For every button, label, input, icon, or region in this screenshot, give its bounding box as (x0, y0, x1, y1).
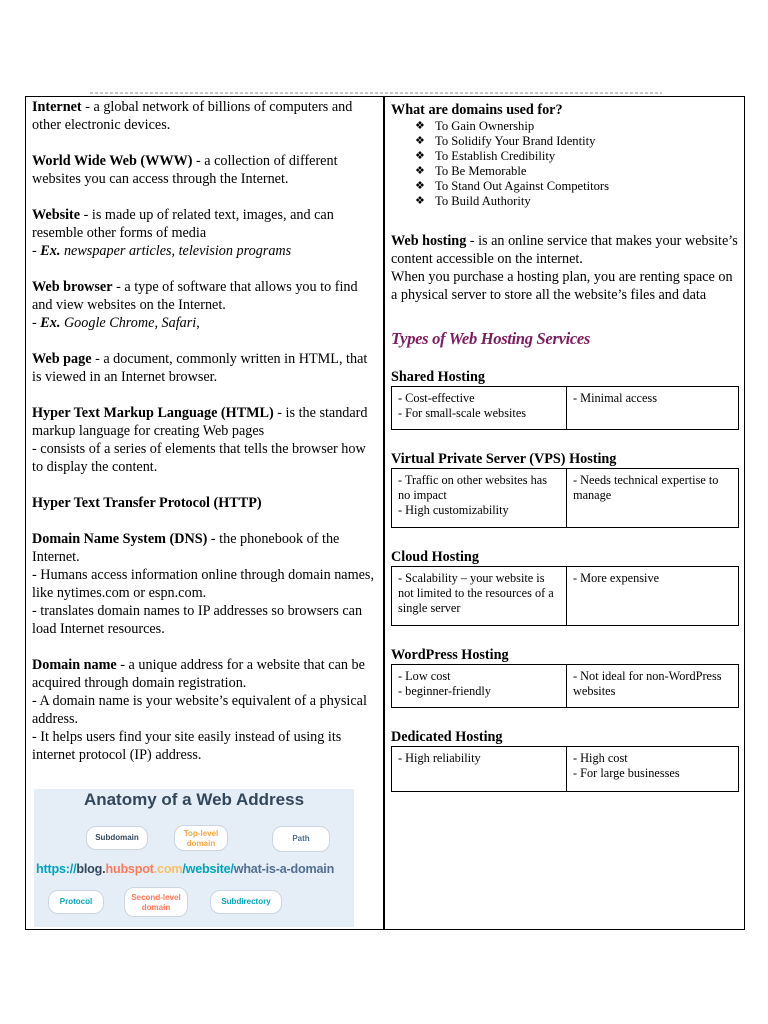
wordpress-hosting-table: - Low cost - beginner-friendly - Not ideal for non-WordPress websites (391, 664, 739, 708)
diamond-bullet-icon: ❖ (415, 150, 425, 162)
web-address-anatomy-image (34, 789, 354, 927)
left-column (32, 98, 377, 782)
entry-internet: Internet - a global network of billions of computers and other electronic devices. (32, 99, 353, 133)
diamond-bullet-icon: ❖ (415, 135, 425, 147)
vps-hosting-table: - Traffic on other websites has no impact - High customizability - Needs technical expertise to manage (391, 468, 739, 528)
entry-web-page: Web page - a document, commonly written in HTML, that is viewed in an Internet browser. (32, 351, 368, 385)
cloud-hosting-table: - Scalability – your website is not limited to the resources of a single server - More expensive (391, 566, 739, 626)
example-url: https://blog.hubspot.com/website/what-is-a-domain (36, 862, 335, 876)
list-item: ❖ To Establish Credibility (415, 149, 556, 163)
diamond-bullet-icon: ❖ (415, 195, 425, 207)
entry-http: Hyper Text Transfer Protocol (HTTP) (32, 495, 262, 511)
entry-html: Hyper Text Markup Language (HTML) - is the standard markup language for creating Web pages - consists of a series of elements that tells the browser how to display the content. (32, 405, 368, 475)
diamond-bullet-icon: ❖ (415, 165, 425, 177)
example: - Ex. Google Chrome, Safari, (32, 315, 200, 331)
domains-question: What are domains used for? (391, 102, 563, 118)
column-divider (383, 96, 385, 930)
hosting-type-title: Dedicated Hosting (391, 729, 503, 745)
list-item: ❖ To Be Memorable (415, 164, 527, 178)
shared-hosting-table: - Cost-effective - For small-scale websites - Minimal access (391, 386, 739, 430)
hosting-type-title: WordPress Hosting (391, 647, 509, 663)
hosting-type-title: Cloud Hosting (391, 549, 479, 565)
dedicated-hosting-table: - High reliability - High cost - For large businesses (391, 746, 739, 792)
hosting-type-title: Shared Hosting (391, 369, 485, 385)
subdirectory-label: Subdirectory (210, 890, 282, 914)
hosting-types-title: Types of Web Hosting Services (391, 329, 591, 348)
diamond-bullet-icon: ❖ (415, 120, 425, 132)
diamond-bullet-icon: ❖ (415, 180, 425, 192)
entry-website: Website - is made up of related text, images, and can resemble other forms of media - Ex. newspaper articles, television programs (32, 206, 377, 260)
sld-label: Second-level domain (124, 887, 188, 917)
domain-uses-list (391, 119, 739, 209)
entry-dns: Domain Name System (DNS) - the phonebook of the Internet. - Humans access information online through domain names, like nytimes.com or espn.com. - translates domain names to IP addresses so browsers can load Internet resources. (32, 531, 374, 637)
entry-web-browser: Web browser - a type of software that allows you to find and view websites on the Internet. - Ex. Google Chrome, Safari, (32, 278, 377, 332)
right-column (391, 101, 739, 812)
list-item: ❖ To Solidify Your Brand Identity (415, 134, 596, 148)
entry-www: World Wide Web (WWW) - a collection of different websites you can access through the Internet. (32, 153, 338, 187)
protocol-label: Protocol (48, 890, 104, 914)
header-divider (90, 92, 662, 94)
example: - Ex. newspaper articles, television programs (32, 243, 292, 259)
anatomy-title: Anatomy of a Web Address (83, 790, 305, 809)
hosting-type-title: Virtual Private Server (VPS) Hosting (391, 451, 617, 467)
entry-domain-name: Domain name - a unique address for a website that can be acquired through domain registration. - A domain name is your website’s equivalent of a physical address. - It helps users find your site easily instead of using its internet protocol (IP) address. (32, 657, 367, 763)
tld-label: Top-level domain (174, 825, 228, 851)
path-label: Path (272, 826, 330, 852)
web-hosting-definition: Web hosting - is an online service that makes your website’s content accessible on the internet. When you purchase a hosting plan, you are renting space on a physical server to store all the website’s files and data (391, 233, 738, 303)
list-item: ❖ To Stand Out Against Competitors (415, 179, 610, 193)
list-item: ❖ To Build Authority (415, 194, 531, 208)
list-item: ❖ To Gain Ownership (415, 119, 535, 133)
subdomain-label: Subdomain (86, 826, 148, 850)
